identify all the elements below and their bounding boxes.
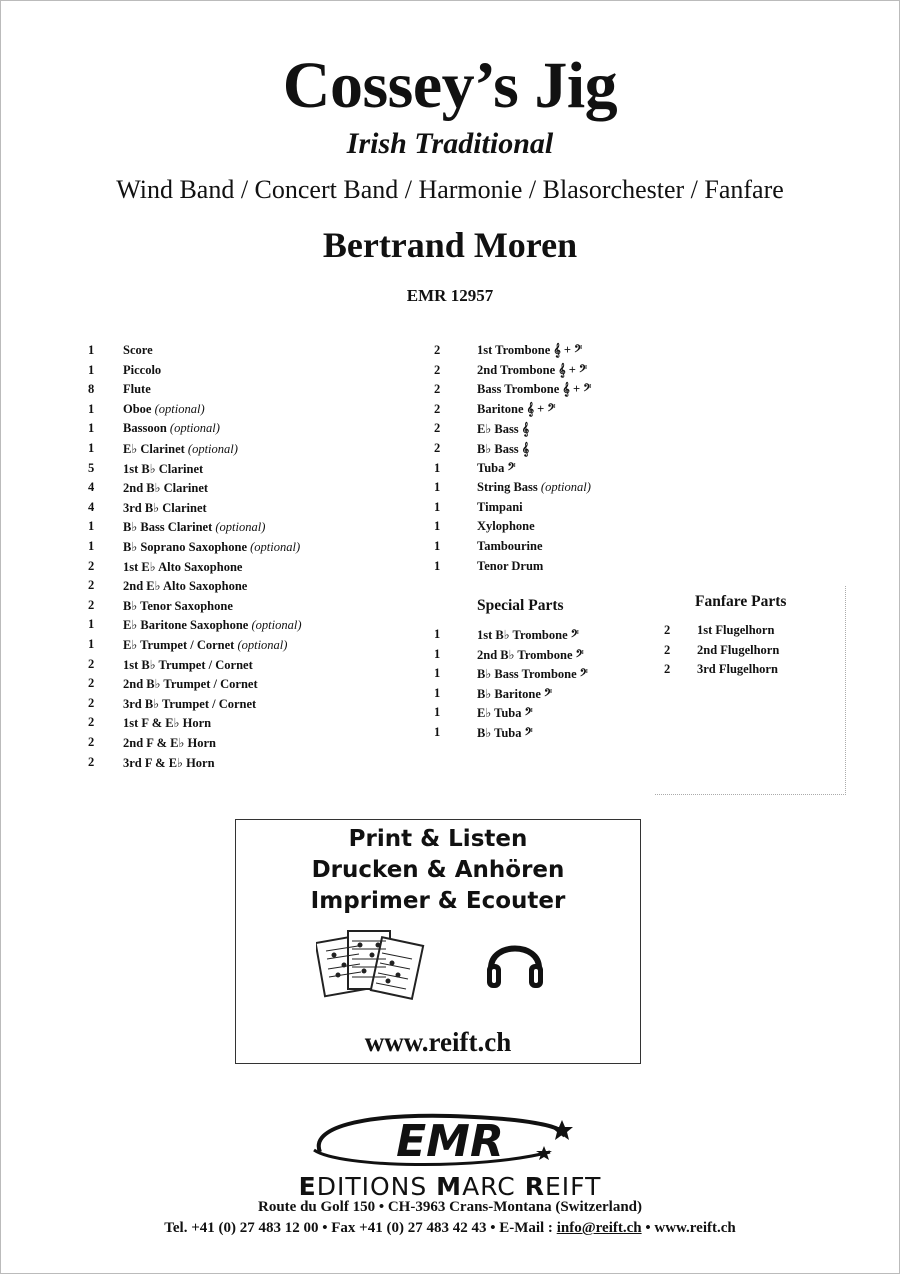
part-label: 3rd B♭ Clarinet xyxy=(123,500,207,515)
part-quantity: 2 xyxy=(434,343,441,357)
part-label: 2nd B♭ Trombone 𝄢 xyxy=(477,647,584,662)
part-quantity: 2 xyxy=(88,695,95,710)
part-label: E♭ Baritone Saxophone xyxy=(123,618,249,633)
part-label: 2nd F & E♭ Horn xyxy=(123,736,216,750)
part-label: Bass Trombone 𝄞 + 𝄢 xyxy=(477,382,592,397)
fanfare-parts-heading: Fanfare Parts xyxy=(695,593,787,610)
wordmark-part: EIFT xyxy=(544,1172,602,1201)
part-name xyxy=(123,676,258,692)
promo-line-fr: Imprimer & Ecouter xyxy=(310,888,566,914)
emr-logo xyxy=(300,1112,600,1174)
part-quantity: 1 xyxy=(434,499,441,514)
part-label: B♭ Bass Trombone 𝄢 xyxy=(477,667,588,682)
part-label: 2nd Flugelhorn xyxy=(697,642,780,657)
part-label: Baritone 𝄞 + 𝄢 xyxy=(477,401,556,416)
part-quantity: 1 xyxy=(434,480,441,495)
part-name xyxy=(477,627,579,643)
part-name xyxy=(123,559,242,575)
part-label: E♭ Trumpet / Cornet xyxy=(123,638,235,652)
part-quantity: 2 xyxy=(88,578,95,593)
part-name xyxy=(477,647,584,663)
part-label: Timpani xyxy=(477,499,523,514)
part-label: 1st Flugelhorn xyxy=(697,623,775,637)
part-quantity: 2 xyxy=(88,558,95,573)
part-quantity: 1 xyxy=(434,460,441,475)
part-name xyxy=(477,480,591,495)
part-note: (optional) xyxy=(169,421,220,436)
part-label: Xylophone xyxy=(477,519,535,534)
part-name xyxy=(123,461,203,477)
part-label: 1st B♭ Trombone 𝄢 xyxy=(477,628,579,642)
part-label: B♭ Tuba 𝄢 xyxy=(477,726,533,740)
part-name xyxy=(477,461,516,476)
part-label: 1st F & E♭ Horn xyxy=(123,716,212,731)
part-quantity: 1 xyxy=(434,685,441,700)
sheet-music-icon xyxy=(316,925,426,1005)
part-name xyxy=(477,500,523,515)
part-quantity: 2 xyxy=(434,441,441,455)
part-name xyxy=(123,421,220,436)
part-label: B♭ Tenor Saxophone xyxy=(123,598,233,613)
part-name xyxy=(123,696,256,712)
part-quantity: 2 xyxy=(434,401,441,416)
part-label: String Bass xyxy=(477,480,538,495)
part-name xyxy=(123,715,211,731)
wordmark-cap-m: M xyxy=(436,1172,463,1201)
part-label: Oboe xyxy=(123,401,152,416)
promo-website: www.reift.ch xyxy=(364,1027,512,1057)
part-quantity: 2 xyxy=(88,597,95,612)
part-label: B♭ Soprano Saxophone xyxy=(123,540,247,554)
part-note: (optional) xyxy=(540,480,591,495)
part-quantity: 1 xyxy=(434,725,441,739)
wordmark-cap-e: E xyxy=(298,1172,317,1201)
part-name xyxy=(477,402,555,417)
part-quantity: 1 xyxy=(88,343,95,357)
special-parts-heading: Special Parts xyxy=(477,597,564,614)
composer-name: Bertrand Moren xyxy=(322,225,578,265)
part-name xyxy=(123,402,205,417)
part-label: 3rd Flugelhorn xyxy=(697,662,778,677)
part-name xyxy=(477,559,543,574)
part-label: E♭ Clarinet xyxy=(123,442,185,456)
part-label: Tenor Drum xyxy=(477,558,544,573)
promo-line-de: Drucken & Anhören xyxy=(311,857,565,883)
part-name xyxy=(123,637,287,653)
part-label: Flute xyxy=(123,382,151,397)
part-quantity: 2 xyxy=(434,382,441,397)
part-quantity: 1 xyxy=(88,617,95,632)
part-quantity: 2 xyxy=(88,754,95,769)
catalog-number: EMR 12957 xyxy=(406,286,494,305)
part-quantity: 2 xyxy=(434,421,441,436)
part-quantity: 1 xyxy=(88,539,95,553)
part-name xyxy=(697,623,774,638)
part-quantity: 1 xyxy=(88,441,95,455)
ensemble-line: Wind Band / Concert Band / Harmonie / Blasorchester / Fanfare xyxy=(116,175,784,204)
part-label: Bassoon xyxy=(123,421,167,436)
part-label: 1st B♭ Clarinet xyxy=(123,461,204,476)
part-quantity: 4 xyxy=(88,499,95,514)
part-name xyxy=(697,662,778,677)
part-quantity: 5 xyxy=(88,460,95,475)
fanfare-frame xyxy=(655,586,846,795)
part-note: (optional) xyxy=(251,618,302,633)
part-label: B♭ Bass Clarinet xyxy=(123,520,213,535)
part-label: 1st E♭ Alto Saxophone xyxy=(123,559,243,574)
headphones-icon xyxy=(483,928,547,994)
part-name xyxy=(477,363,587,378)
publisher-address: Route du Golf 150 • CH-3963 Crans-Montana (Switzerland) xyxy=(258,1199,642,1215)
logo-text: EMR xyxy=(396,1116,504,1167)
subtitle: Irish Traditional xyxy=(346,127,554,160)
promo-line-en: Print & Listen xyxy=(348,826,528,852)
part-label: 2nd B♭ Clarinet xyxy=(123,481,209,496)
part-label: Score xyxy=(123,343,153,357)
part-note: (optional) xyxy=(187,442,238,456)
part-quantity: 1 xyxy=(434,539,441,553)
part-quantity: 1 xyxy=(434,705,441,720)
part-label: 2nd E♭ Alto Saxophone xyxy=(123,579,248,594)
part-name xyxy=(477,725,533,741)
part-quantity: 8 xyxy=(88,382,95,397)
part-quantity: 2 xyxy=(88,715,95,730)
part-name xyxy=(123,441,238,457)
part-name xyxy=(123,519,265,535)
part-name xyxy=(123,657,253,673)
page-title: Cossey’s Jig xyxy=(282,49,618,122)
part-quantity: 1 xyxy=(434,558,441,573)
part-label: 2nd B♭ Trumpet / Cornet xyxy=(123,677,258,692)
part-name xyxy=(477,519,535,534)
part-label: E♭ Tuba 𝄢 xyxy=(477,706,533,721)
part-name xyxy=(477,382,591,397)
part-quantity: 2 xyxy=(664,642,671,657)
part-label: 1st Trombone 𝄞 + 𝄢 xyxy=(477,343,583,357)
part-label: 1st B♭ Trumpet / Cornet xyxy=(123,657,253,672)
part-label: 3rd F & E♭ Horn xyxy=(123,755,215,770)
part-quantity: 1 xyxy=(434,519,441,534)
part-name xyxy=(477,686,552,702)
part-name xyxy=(477,705,533,721)
part-quantity: 1 xyxy=(88,519,95,534)
part-label: Piccolo xyxy=(123,362,162,377)
part-quantity: 1 xyxy=(88,637,95,651)
part-quantity: 1 xyxy=(88,401,95,416)
part-quantity: 1 xyxy=(88,362,95,377)
part-quantity: 1 xyxy=(434,646,441,661)
part-name xyxy=(123,617,302,633)
part-name xyxy=(123,755,215,771)
part-name xyxy=(123,539,300,555)
part-quantity: 1 xyxy=(434,627,441,641)
publisher-contact xyxy=(0,1220,900,1237)
part-name xyxy=(477,666,588,682)
part-name xyxy=(123,480,208,496)
part-label: Tambourine xyxy=(477,539,543,553)
part-name xyxy=(123,343,153,358)
part-name xyxy=(477,343,582,358)
part-label: E♭ Bass 𝄞 xyxy=(477,422,530,437)
part-name xyxy=(123,363,161,378)
part-quantity: 2 xyxy=(664,623,671,637)
wordmark-cap-r: R xyxy=(524,1172,545,1201)
part-name xyxy=(123,382,151,397)
contact-phone-fax: Tel. +41 (0) 27 483 12 00 • Fax +41 (0) 27 483 42 43 • E-Mail : xyxy=(164,1220,557,1236)
part-quantity: 1 xyxy=(434,666,441,681)
part-label: 3rd B♭ Trumpet / Cornet xyxy=(123,696,257,711)
part-quantity: 2 xyxy=(664,662,671,677)
print-listen-box xyxy=(235,819,641,1064)
part-name xyxy=(123,500,207,516)
email-link[interactable]: info@reift.ch xyxy=(556,1220,642,1236)
part-quantity: 4 xyxy=(88,480,95,495)
part-note: (optional) xyxy=(215,520,266,535)
part-name xyxy=(477,539,543,554)
part-note: (optional) xyxy=(154,401,205,416)
part-quantity: 2 xyxy=(88,656,95,671)
part-name xyxy=(477,441,529,457)
part-name xyxy=(477,421,529,437)
part-note: (optional) xyxy=(250,540,301,554)
wordmark-part: ARC xyxy=(462,1172,525,1201)
contact-website: • www.reift.ch xyxy=(641,1220,736,1236)
part-label: 2nd Trombone 𝄞 + 𝄢 xyxy=(477,362,588,377)
part-label: B♭ Bass 𝄞 xyxy=(477,442,530,456)
part-quantity: 1 xyxy=(88,421,95,436)
wordmark-part: DITIONS xyxy=(316,1172,437,1201)
part-label: B♭ Baritone 𝄢 xyxy=(477,686,553,701)
part-name xyxy=(123,735,216,751)
part-quantity: 2 xyxy=(434,362,441,377)
part-note: (optional) xyxy=(237,638,288,652)
part-label: Tuba 𝄢 xyxy=(477,460,516,475)
publisher-wordmark xyxy=(0,1172,900,1201)
part-name xyxy=(123,578,247,594)
part-quantity: 2 xyxy=(88,676,95,691)
part-quantity: 2 xyxy=(88,735,95,749)
part-name xyxy=(697,643,779,658)
part-name xyxy=(123,598,233,614)
